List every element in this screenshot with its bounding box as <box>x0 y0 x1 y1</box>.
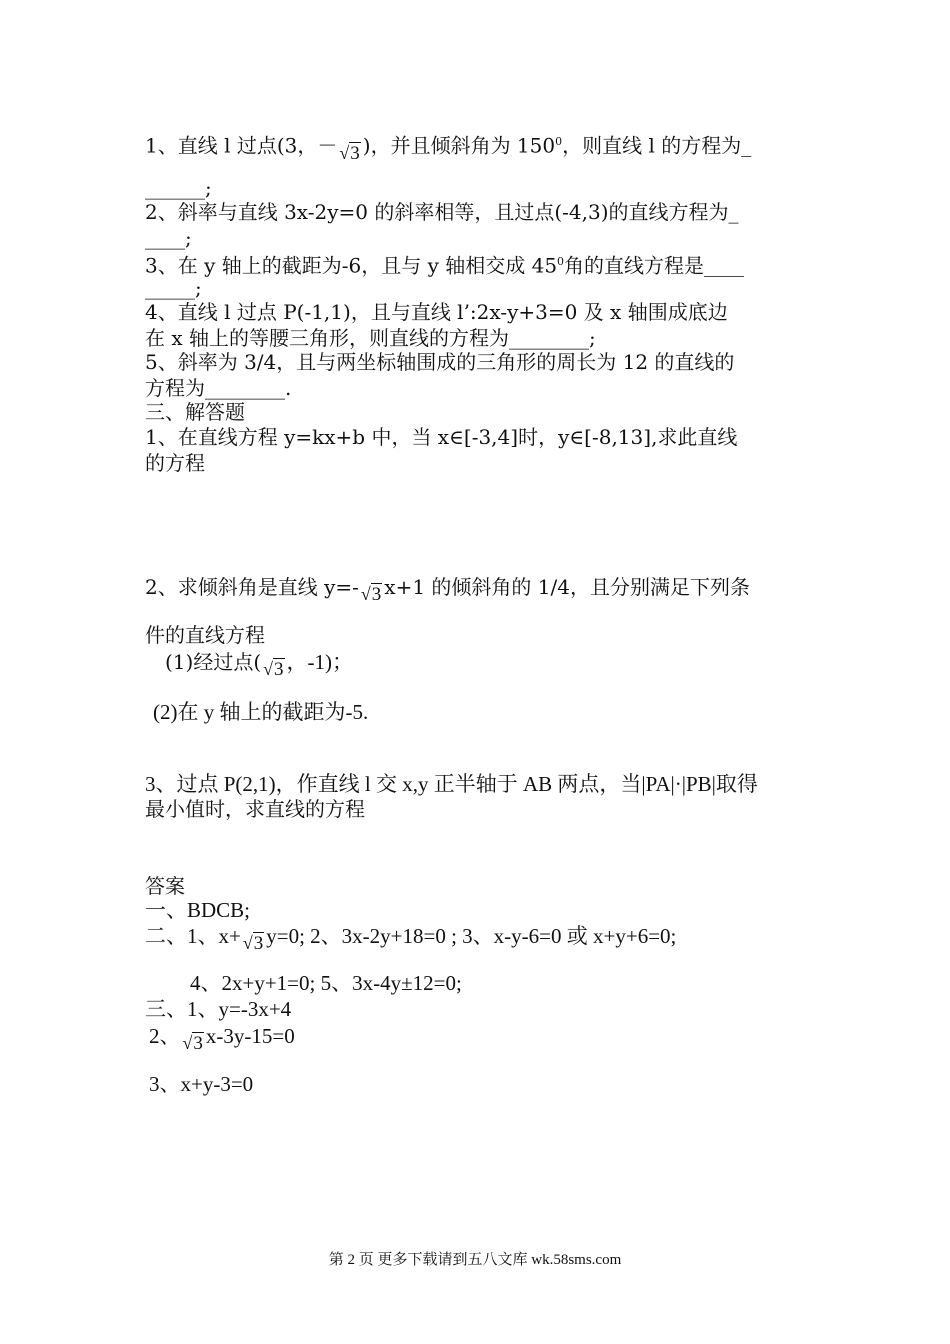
answers-title: 答案 <box>145 874 185 898</box>
page-footer: 第 2 页 更多下载请到五八文库 wk.58sms.com <box>328 1252 622 1268</box>
p2-sub1 <box>165 650 353 682</box>
q1-degree-sup: 0 <box>555 135 563 148</box>
p2-text-a: 2、求倾斜角是直线 y=- <box>145 575 359 599</box>
q5-line2: 方程为________. <box>145 376 292 400</box>
p2-line2: 件的直线方程 <box>145 623 265 647</box>
answers-3-line3: 3、x+y-3=0 <box>149 1072 254 1096</box>
p2-sub1-a: (1)经过点( <box>165 650 262 674</box>
sqrt3: √3 <box>360 584 382 605</box>
q2-line2: ____; <box>145 226 192 250</box>
q3-text-b: 角的直线方程是____ <box>564 253 745 278</box>
p3-line1: 3、过点 P(2,1)，作直线 l 交 x,y 正半轴于 AB 两点，当|PA|·|PB|取得 <box>145 772 758 796</box>
p2-text-b: x+1 的倾斜角的 1/4，且分别满足下列条 <box>384 575 750 599</box>
sqrt3: √3 <box>242 933 264 954</box>
q2-line1: 2、斜率与直线 3x-2y=0 的斜率相等，且过点(-4,3)的直线方程为_ <box>145 200 739 224</box>
a2-text-b: y=0; 2、3x-2y+18=0 ; 3、x-y-6=0 或 x+y+6=0; <box>266 924 677 948</box>
sqrt3: √3 <box>339 142 360 164</box>
a3-text-c: x-3y-15=0 <box>205 1024 295 1048</box>
p2-sub1-b: ，-1)； <box>286 650 354 674</box>
solve-heading: 三、解答题 <box>145 400 245 424</box>
answers-3-line2 <box>149 1024 295 1056</box>
answers-2-line2: 4、2x+y+1=0; 5、3x-4y±12=0; <box>190 971 462 995</box>
q3-text-a: 3、在 y 轴上的截距为-6，且与 y 轴相交成 45 <box>145 253 558 278</box>
p2-line1 <box>145 575 750 607</box>
sqrt3: √3 <box>263 659 284 680</box>
p2-sub2: (2)在 y 轴上的截距为-5. <box>153 700 369 724</box>
p3-line2: 最小值时，求直线的方程 <box>145 797 365 821</box>
q5-line1: 5、斜率为 3/4，且与两坐标轴围成的三角形的周长为 12 的直线的 <box>145 350 735 374</box>
q1-line2: ______; <box>145 176 212 200</box>
p1-line1: 1、在直线方程 y=kx+b 中，当 x∈[-3,4]时，y∈[-8,13],求此直线 <box>145 425 738 449</box>
q1-line1 <box>145 130 751 166</box>
answers-1: 一、BDCB; <box>145 898 251 922</box>
p1-line2: 的方程 <box>145 451 205 475</box>
q3-degree-sup: 0 <box>557 255 565 268</box>
q4-line1: 4、直线 l 过点 P(-1,1)，且与直线 l’:2x-y+3=0 及 x 轴围成底边 <box>145 300 728 324</box>
q3-line1 <box>145 250 744 278</box>
answers-2-line1 <box>145 924 676 956</box>
q1-text-a: 1、直线 l 过点(3，－ <box>145 133 338 158</box>
answers-3-line1: 三、1、y=-3x+4 <box>145 997 292 1021</box>
q4-line2: 在 x 轴上的等腰三角形，则直线的方程为________; <box>145 326 596 350</box>
a2-text-a: 二、1、x+ <box>145 924 241 948</box>
a3-text-b: 2、 <box>149 1024 181 1048</box>
q1-text-c: ，则直线 l 的方程为_ <box>562 133 752 158</box>
q1-text-b: )，并且倾斜角为 150 <box>362 133 556 158</box>
sqrt3: √3 <box>182 1033 203 1054</box>
q3-line2: _____; <box>145 276 202 300</box>
